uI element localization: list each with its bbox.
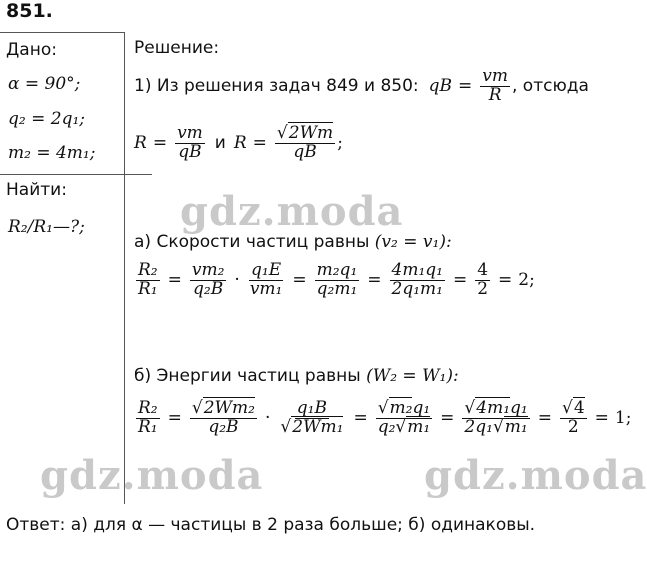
part-a-equation: $\frac{\text{R₂}}{\text{R₁}}$ = $\frac{\text{vm₂}}{\text{q₂B}}$ · $\frac{\text{q₁E}}{\text{vm₁}}$ = $\frac{\text{m₂q₁}}{\text{q₂m₁}}$ = $\frac{\text{4m₁q₁}}{\text{2q₁m₁}}$ = $\frac{4}{2}$ = 2; [138, 260, 535, 299]
given-item: α = 90°; [8, 74, 81, 94]
part-b-line [134, 366, 459, 386]
header-underline [0, 32, 124, 33]
part-a-condition: (v₂ = v₁): [374, 232, 452, 252]
part-b-equation: $\frac{\text{R₂}}{\text{R₁}}$ = $\frac{\text{√2Wm₂}}{\text{q₂B}}$ · $\frac{\text{q₁B}}{\text{√2Wm₁}}$ = $\frac{\text{√m₂q₁}}{\text{q₂√m₁}}$ = $\frac{\text{√4m₁q₁}}{\text{2q₁√m₁}}$ = $\frac{√4}{2}$ = 1; [138, 398, 632, 437]
problem-number: 851. [6, 0, 53, 22]
watermark: gdz.moda [180, 188, 404, 235]
solution-label: Решение: [134, 38, 220, 58]
given-divider [0, 174, 152, 175]
watermark: gdz.moda [40, 452, 264, 499]
given-item: q₂ = 2q₁; [8, 109, 85, 129]
part-a-line [134, 232, 452, 252]
step-1-text: 1) Из решения задач 849 и 850: [134, 76, 419, 97]
given-item: m₂ = 4m₁; [8, 143, 96, 163]
answer-text: Ответ: а) для α — частицы в 2 раза больше; б) одинаковы. [6, 515, 536, 535]
watermark: gdz.moda [424, 452, 647, 499]
radius-formulas: R = $\frac{vm}{qB}$ и R = $\frac{√2Wm}{qB}$ ; [134, 123, 343, 162]
given-label: Дано: [6, 40, 57, 60]
part-b-text: б) Энергии частиц равны [134, 366, 361, 386]
part-b-condition: (W₂ = W₁): [366, 366, 459, 386]
find-value: R₂/R₁—?; [8, 217, 85, 237]
step-1: 1) Из решения задач 849 и 850: qB = $\frac{vm}{R}$ , отсюда [134, 66, 589, 105]
table-vertical-divider [124, 32, 125, 504]
conj-and: и [214, 133, 226, 154]
step-1-tail: , отсюда [512, 76, 589, 97]
part-a-text: а) Скорости частиц равны [134, 232, 370, 252]
find-label: Найти: [6, 180, 67, 200]
